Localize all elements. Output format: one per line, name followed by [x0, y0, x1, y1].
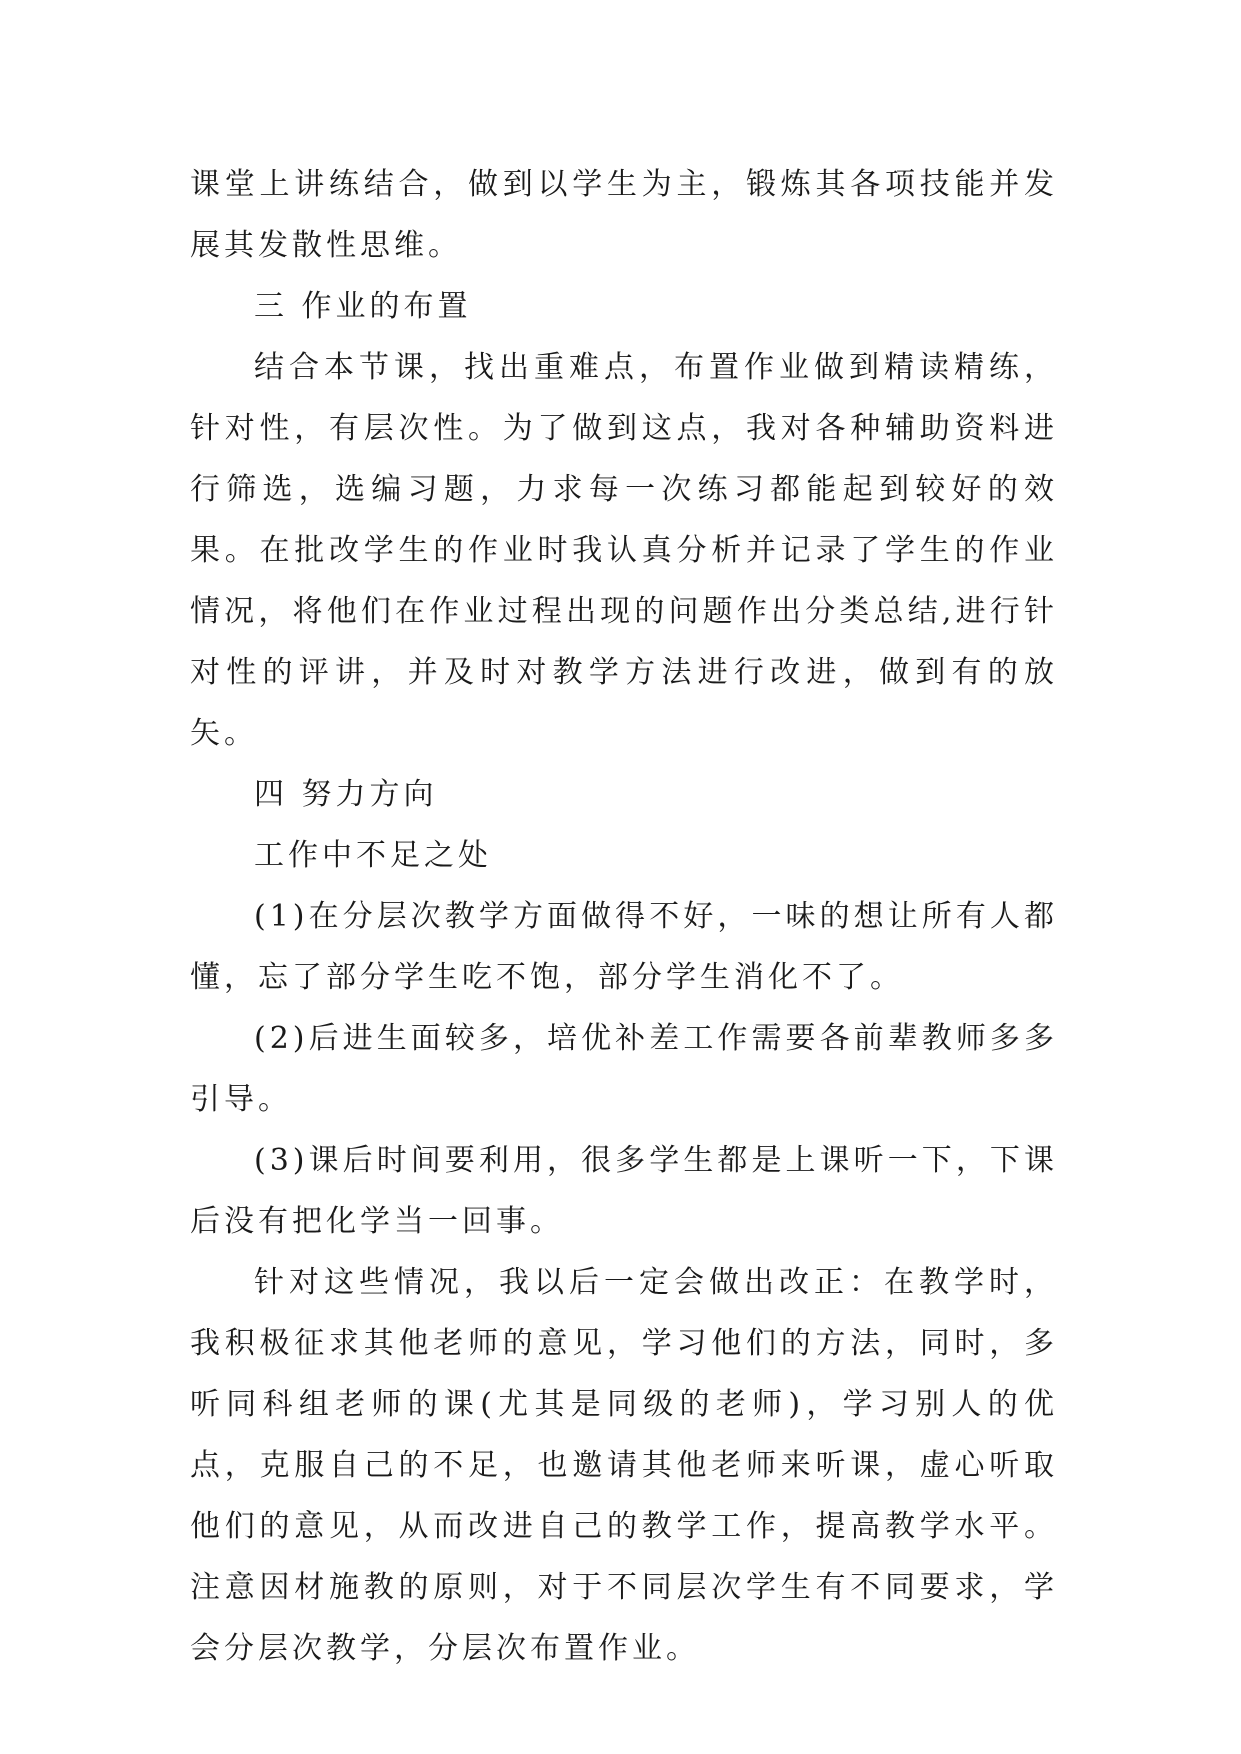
document-body	[190, 154, 1058, 1679]
paragraph-improvement: 针对这些情况，我以后一定会做出改正：在教学时，我积极征求其他老师的意见，学习他们的方法，同时，多听同科组老师的课(尤其是同级的老师)，学习别人的优点，克服自己的不足，也邀请其他老师来听课，虚心听取他们的意见，从而改进自己的教学工作，提高教学水平。注意因材施教的原则，对于不同层次学生有不同要求，学会分层次教学，分层次布置作业。	[190, 1265, 1058, 1666]
list-item-2: (2)后进生面较多，培优补差工作需要各前辈教师多多引导。	[190, 1021, 1058, 1117]
list-item-3: (3)课后时间要利用，很多学生都是上课听一下，下课后没有把化学当一回事。	[190, 1143, 1058, 1239]
list-item-1: (1)在分层次教学方面做得不好，一味的想让所有人都懂，忘了部分学生吃不饱，部分学生消化不了。	[190, 899, 1058, 995]
paragraph-continued: 课堂上讲练结合，做到以学生为主，锻炼其各项技能并发展其发散性思维。	[190, 167, 1058, 263]
subheading-shortcomings: 工作中不足之处	[254, 838, 492, 873]
paragraph-assignment: 结合本节课，找出重难点，布置作业做到精读精练，针对性，有层次性。为了做到这点，我对各种辅助资料进行筛选，选编习题，力求每一次练习都能起到较好的效果。在批改学生的作业时我认真分析并记录了学生的作业情况，将他们在作业过程出现的问题作出分类总结,进行针对性的评讲，并及时对教学方法进行改进，做到有的放矢。	[190, 350, 1058, 751]
section-heading-direction: 四 努力方向	[254, 777, 438, 812]
section-heading-assignment: 三 作业的布置	[254, 289, 472, 324]
